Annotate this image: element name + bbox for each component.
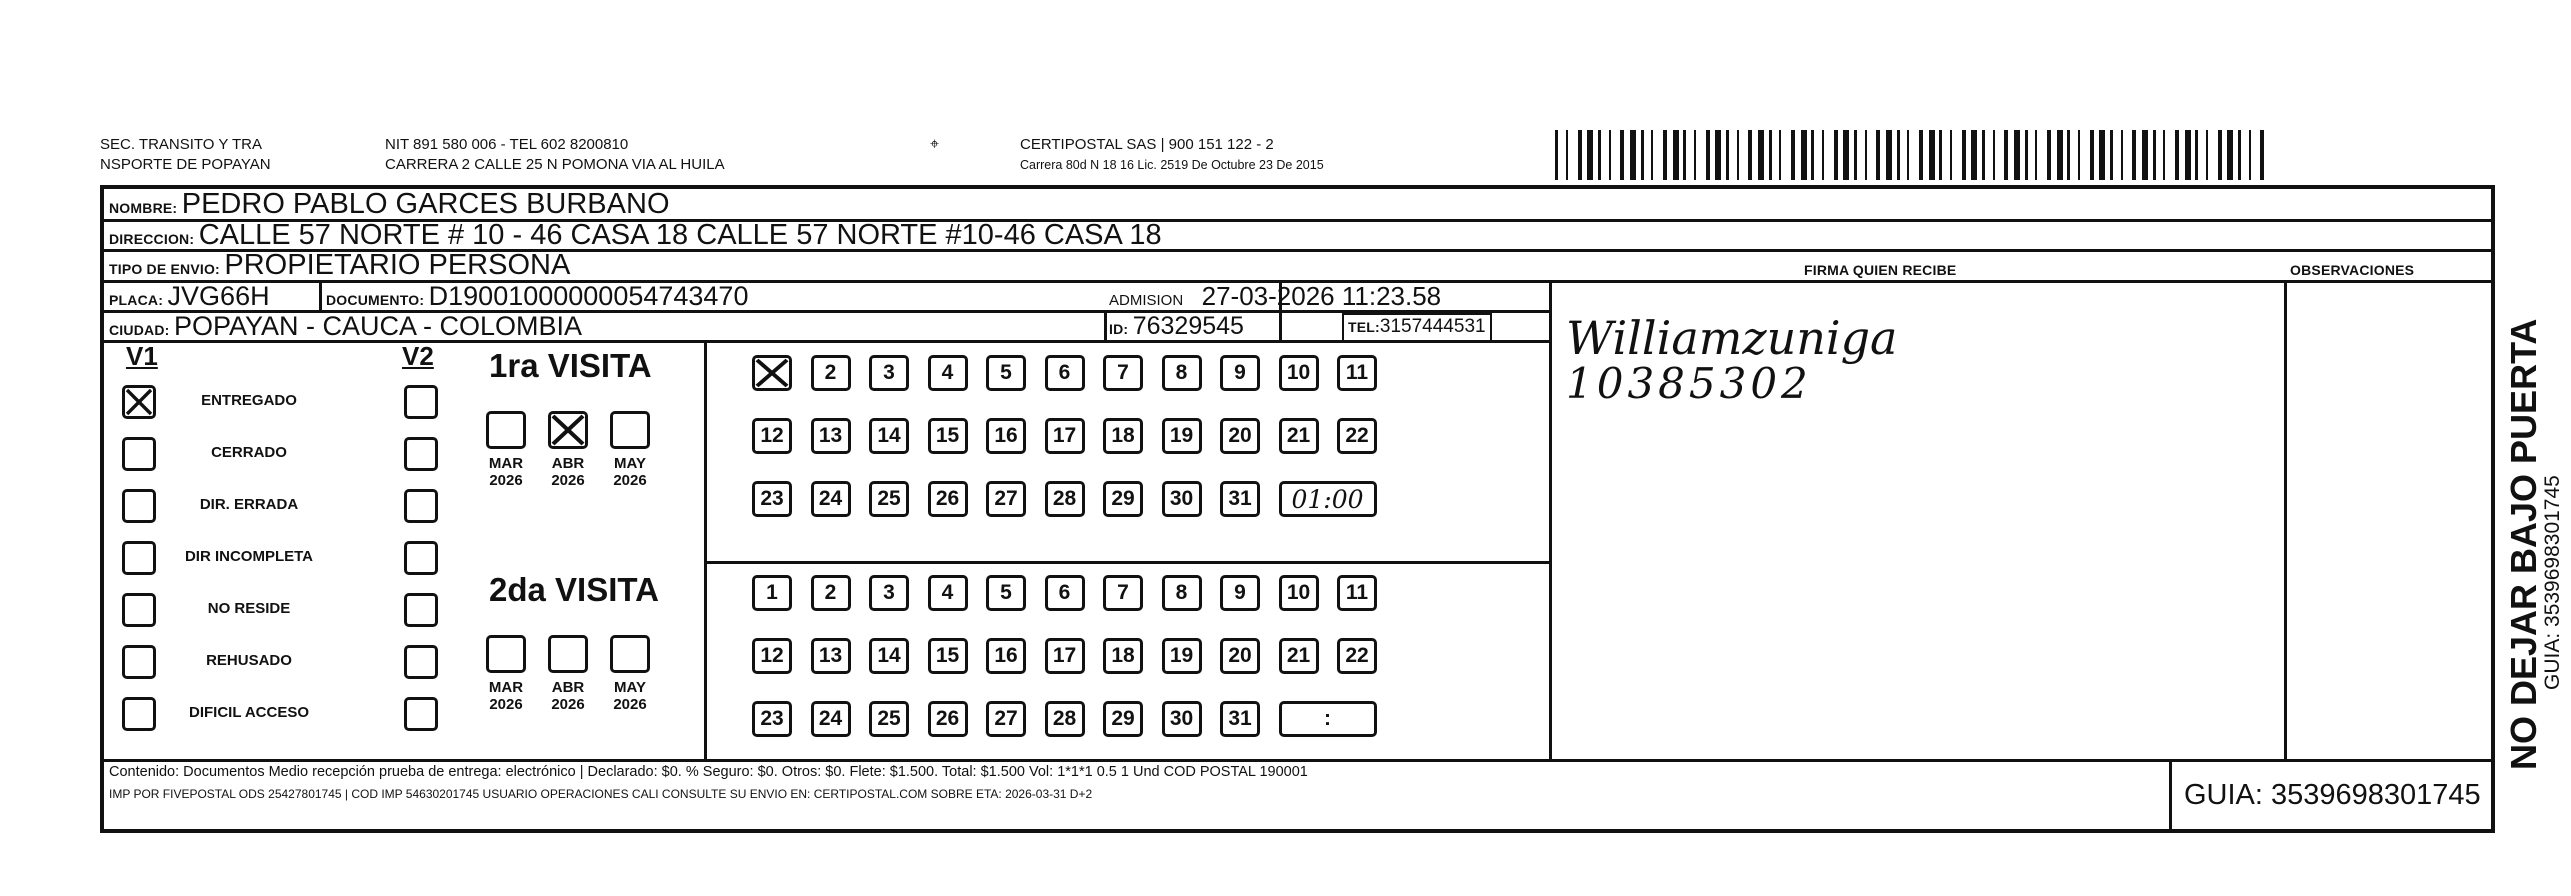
barcode-bar — [1715, 130, 1721, 180]
time-field[interactable]: : — [1279, 701, 1377, 737]
barcode-bar — [1993, 130, 1995, 180]
day-box[interactable]: 26 — [928, 481, 968, 517]
barcode-bar — [1726, 130, 1729, 180]
day-box[interactable]: 12 — [752, 638, 792, 674]
status-label: DIFICIL ACCESO — [188, 704, 309, 721]
month-checkbox[interactable] — [486, 411, 526, 449]
day-box[interactable]: 13 — [811, 638, 851, 674]
v2-checkbox[interactable] — [404, 489, 438, 523]
day-box[interactable]: 20 — [1220, 418, 1260, 454]
barcode-bar — [2175, 130, 2179, 180]
barcode-bar — [1843, 130, 1849, 180]
day-box[interactable]: 24 — [811, 701, 851, 737]
barcode — [1555, 130, 2265, 180]
barcode-bar — [2025, 130, 2028, 180]
barcode-bar — [2153, 130, 2156, 180]
day-box[interactable]: 27 — [986, 481, 1026, 517]
tipo-envio-value: PROPIETARIO PERSONA — [224, 249, 571, 281]
barcode-bar — [1737, 130, 1739, 180]
month-label: MAR 2026 — [488, 679, 524, 713]
id-label: ID: — [1109, 321, 1129, 337]
sender-info-line-2: CARRERA 2 CALLE 25 N POMONA VIA AL HUILA — [385, 156, 725, 173]
id-field — [1109, 311, 1244, 345]
barcode-bar — [1865, 130, 1867, 180]
barcode-bar — [2047, 130, 2051, 180]
barcode-bar — [1950, 130, 1952, 180]
barcode-bar — [1748, 130, 1752, 180]
day-box[interactable]: 7 — [1103, 575, 1143, 611]
barcode-bar — [1886, 130, 1892, 180]
day-box[interactable]: 28 — [1045, 701, 1085, 737]
barcode-bar — [1609, 130, 1611, 180]
barcode-bar — [1971, 130, 1977, 180]
tel-label: TEL: — [1348, 319, 1380, 335]
barcode-bar — [1801, 130, 1807, 180]
day-box[interactable]: 10 — [1279, 575, 1319, 611]
day-box[interactable]: 9 — [1220, 575, 1260, 611]
status-label: DIR INCOMPLETA — [184, 548, 314, 565]
barcode-bar — [2067, 130, 2070, 180]
barcode-bar — [2260, 130, 2264, 180]
barcode-bar — [1834, 130, 1838, 180]
sender-info — [385, 135, 725, 175]
day-box[interactable]: 31 — [1220, 701, 1260, 737]
v2-label: V2 — [402, 341, 434, 371]
day-box[interactable]: 8 — [1162, 355, 1202, 391]
ciudad-label: CIUDAD: — [109, 322, 170, 338]
documento-value: D19001000000054743470 — [428, 281, 749, 311]
day-box[interactable]: 24 — [811, 481, 851, 517]
month-checkbox[interactable] — [486, 635, 526, 673]
v1-checkbox[interactable] — [122, 697, 156, 731]
day-box[interactable]: 4 — [928, 355, 968, 391]
v1-checkbox[interactable] — [122, 489, 156, 523]
day-box[interactable]: 25 — [869, 481, 909, 517]
barcode-bar — [1555, 130, 1558, 180]
day-box[interactable]: 11 — [1337, 355, 1377, 391]
barcode-bar — [2238, 130, 2241, 180]
barcode-bar — [1822, 130, 1824, 180]
day-box[interactable]: 21 — [1279, 418, 1319, 454]
barcode-bar — [1651, 130, 1653, 180]
barcode-bar — [1620, 130, 1624, 180]
month-checkbox[interactable] — [610, 635, 650, 673]
barcode-bar — [1929, 130, 1935, 180]
barcode-bar — [1578, 130, 1582, 180]
admision-value: 27-03-2026 11:23.58 — [1201, 281, 1442, 311]
day-box[interactable]: 5 — [986, 575, 1026, 611]
v1-checkbox[interactable] — [122, 593, 156, 627]
v2-checkbox[interactable] — [404, 437, 438, 471]
placa-value: JVG66H — [167, 281, 270, 311]
barcode-bar — [1587, 130, 1593, 180]
courier-line-1: CERTIPOSTAL SAS | 900 151 122 - 2 — [1020, 136, 1274, 153]
barcode-bar — [1758, 130, 1764, 180]
status-label: NO RESIDE — [207, 600, 291, 617]
ciudad-value: POPAYAN - CAUCA - COLOMBIA — [173, 311, 583, 341]
barcode-bar — [2249, 130, 2251, 180]
courier-line-2: Carrera 80d N 18 16 Lic. 2519 De Octubre 23 De 2015 — [1020, 158, 1324, 172]
tipo-envio-label: TIPO DE ENVIO: — [109, 261, 220, 277]
day-box[interactable]: 5 — [986, 355, 1026, 391]
barcode-bar — [1939, 130, 1942, 180]
month-label: MAR 2026 — [488, 455, 524, 489]
nombre-value: PEDRO PABLO GARCES BURBANO — [181, 188, 670, 220]
day-box[interactable]: 2 — [811, 355, 851, 391]
barcode-bar — [2078, 130, 2080, 180]
footer-guia: GUIA: 3539698301745 — [2184, 779, 2481, 811]
barcode-bar — [2185, 130, 2191, 180]
day-box[interactable]: 20 — [1220, 638, 1260, 674]
barcode-bar — [1962, 130, 1966, 180]
firma-header: FIRMA QUIEN RECIBE — [1804, 262, 1957, 278]
day-box[interactable]: 16 — [986, 418, 1026, 454]
barcode-bar — [2163, 130, 2165, 180]
status-label: DIR. ERRADA — [199, 496, 299, 513]
barcode-bar — [1683, 130, 1686, 180]
barcode-bar — [1791, 130, 1795, 180]
day-box[interactable]: 14 — [869, 418, 909, 454]
day-box[interactable]: 14 — [869, 638, 909, 674]
documento-label: DOCUMENTO: — [326, 292, 425, 308]
day-box[interactable]: 26 — [928, 701, 968, 737]
day-box[interactable]: 10 — [1279, 355, 1319, 391]
barcode-bar — [1919, 130, 1923, 180]
sender-line-1: SEC. TRANSITO Y TRA — [100, 136, 262, 153]
barcode-bar — [2132, 130, 2136, 180]
barcode-bar — [2099, 130, 2105, 180]
v2-checkbox[interactable] — [404, 697, 438, 731]
barcode-bar — [1694, 130, 1696, 180]
day-box[interactable]: 13 — [811, 418, 851, 454]
day-box[interactable]: 17 — [1045, 418, 1085, 454]
month-label: MAY 2026 — [613, 679, 647, 713]
month-checkbox[interactable] — [548, 635, 588, 673]
sender-info-line-1: NIT 891 580 006 - TEL 602 8200810 — [385, 136, 629, 153]
day-box[interactable]: 18 — [1103, 418, 1143, 454]
month-checkbox[interactable] — [610, 411, 650, 449]
barcode-bar — [1907, 130, 1909, 180]
barcode-bar — [1876, 130, 1880, 180]
x-mark-icon — [127, 390, 151, 414]
id-value: 76329545 — [1132, 312, 1244, 340]
barcode-bar — [2227, 130, 2233, 180]
day-box[interactable]: 23 — [752, 481, 792, 517]
v1-checkbox[interactable] — [122, 541, 156, 575]
day-box[interactable]: 19 — [1162, 638, 1202, 674]
day-box[interactable] — [752, 355, 792, 391]
tel-field — [1342, 313, 1492, 342]
day-box[interactable]: 25 — [869, 701, 909, 737]
barcode-bar — [1779, 130, 1781, 180]
day-box[interactable]: 2 — [811, 575, 851, 611]
barcode-bar — [1706, 130, 1710, 180]
barcode-bar — [2121, 130, 2123, 180]
ciudad-field — [109, 311, 582, 346]
day-box[interactable]: 7 — [1103, 355, 1143, 391]
barcode-bar — [2035, 130, 2037, 180]
v1-label: V1 — [126, 341, 158, 371]
visit1-title: 1ra VISITA — [489, 347, 652, 384]
signature-number: 10385302 — [1566, 359, 1812, 408]
day-box[interactable]: 19 — [1162, 418, 1202, 454]
direccion-label: DIRECCION: — [109, 231, 195, 247]
day-box[interactable]: 8 — [1162, 575, 1202, 611]
v2-checkbox[interactable] — [404, 541, 438, 575]
day-box[interactable]: 17 — [1045, 638, 1085, 674]
day-box[interactable]: 1 — [752, 575, 792, 611]
day-box[interactable]: 29 — [1103, 701, 1143, 737]
barcode-bar — [2110, 130, 2113, 180]
observaciones-header: OBSERVACIONES — [2290, 262, 2415, 278]
day-box[interactable]: 6 — [1045, 575, 1085, 611]
barcode-bar — [2014, 130, 2020, 180]
day-box[interactable]: 12 — [752, 418, 792, 454]
day-box[interactable]: 11 — [1337, 575, 1377, 611]
day-box[interactable]: 9 — [1220, 355, 1260, 391]
day-box[interactable]: 22 — [1337, 638, 1377, 674]
v1-checkbox[interactable] — [122, 385, 156, 419]
barcode-bar — [1897, 130, 1900, 180]
barcode-bar — [1630, 130, 1636, 180]
barcode-bar — [1663, 130, 1667, 180]
barcode-bar — [1566, 130, 1568, 180]
month-label: ABR 2026 — [551, 679, 585, 713]
barcode-bar — [2218, 130, 2222, 180]
month-label: MAY 2026 — [613, 455, 647, 489]
day-box[interactable]: 30 — [1162, 481, 1202, 517]
barcode-bar — [1854, 130, 1857, 180]
v2-checkbox[interactable] — [404, 593, 438, 627]
day-box[interactable]: 3 — [869, 355, 909, 391]
status-label: CERRADO — [211, 444, 287, 461]
day-box[interactable]: 29 — [1103, 481, 1143, 517]
day-box[interactable]: 16 — [986, 638, 1026, 674]
barcode-bar — [2195, 130, 2198, 180]
barcode-bar — [1641, 130, 1644, 180]
barcode-bar — [2090, 130, 2094, 180]
barcode-bar — [1598, 130, 1601, 180]
nombre-label: NOMBRE: — [109, 200, 178, 216]
barcode-bar — [2004, 130, 2008, 180]
courier-info — [1020, 135, 1324, 175]
v2-checkbox[interactable] — [404, 385, 438, 419]
sender-line-2: NSPORTE DE POPAYAN — [100, 156, 271, 173]
day-box[interactable]: 4 — [928, 575, 968, 611]
day-box[interactable]: 27 — [986, 701, 1026, 737]
placa-label: PLACA: — [109, 292, 164, 308]
day-box[interactable]: 28 — [1045, 481, 1085, 517]
status-label: ENTREGADO — [201, 392, 297, 409]
day-box[interactable]: 31 — [1220, 481, 1260, 517]
sender-name — [100, 135, 271, 175]
day-box[interactable]: 6 — [1045, 355, 1085, 391]
signature-name: Williamzuniga — [1566, 311, 1898, 365]
x-mark-icon — [553, 416, 583, 444]
visit2-title: 2da VISITA — [489, 571, 659, 608]
footer-line-2: IMP POR FIVEPOSTAL ODS 25427801745 | COD IMP 54630201745 USUARIO OPERACIONES CALI CONSULTE SU ENVIO EN: CERTIPOSTAL.COM SOBRE ETA: 2026-03-31 D+2 — [109, 787, 1093, 801]
status-label: REHUSADO — [206, 652, 292, 669]
tel-value: 3157444531 — [1379, 316, 1486, 337]
courier-logo-icon: ⌖ — [930, 136, 940, 153]
day-box[interactable]: 15 — [928, 418, 968, 454]
day-box[interactable]: 30 — [1162, 701, 1202, 737]
time-field[interactable]: 01:00 — [1279, 481, 1377, 517]
day-box[interactable]: 15 — [928, 638, 968, 674]
barcode-bar — [1673, 130, 1679, 180]
side-text — [2503, 318, 2564, 770]
barcode-bar — [2057, 130, 2063, 180]
barcode-bar — [1769, 130, 1772, 180]
v1-checkbox[interactable] — [122, 437, 156, 471]
side-text-main: NO DEJAR BAJO PUERTA — [2503, 318, 2544, 770]
tipo-envio-field — [109, 250, 570, 285]
admision-label: ADMISION — [1109, 292, 1184, 309]
day-box[interactable]: 21 — [1279, 638, 1319, 674]
barcode-bar — [1982, 130, 1985, 180]
v1-checkbox[interactable] — [122, 645, 156, 679]
barcode-bar — [2206, 130, 2208, 180]
v2-checkbox[interactable] — [404, 645, 438, 679]
footer-line-1: Contenido: Documentos Medio recepción prueba de entrega: electrónico | Declarado: $0. % Seguro: $0. Otros: $0. Flete: $1.500. Total: $1.500 Vol: 1*1*1 0.5 1 Und COD POSTAL 190001 — [109, 764, 1308, 780]
day-box[interactable]: 23 — [752, 701, 792, 737]
day-box[interactable]: 18 — [1103, 638, 1143, 674]
month-label: ABR 2026 — [551, 455, 585, 489]
day-box[interactable]: 22 — [1337, 418, 1377, 454]
x-mark-icon — [757, 360, 787, 386]
month-checkbox[interactable] — [548, 411, 588, 449]
direccion-value: CALLE 57 NORTE # 10 - 46 CASA 18 CALLE 57 NORTE #10-46 CASA 18 — [198, 219, 1162, 251]
day-box[interactable]: 3 — [869, 575, 909, 611]
barcode-bar — [1811, 130, 1814, 180]
side-text-guia: GUIA: 3539698301745 — [2541, 475, 2564, 690]
delivery-form — [100, 185, 2495, 833]
barcode-bar — [2142, 130, 2148, 180]
